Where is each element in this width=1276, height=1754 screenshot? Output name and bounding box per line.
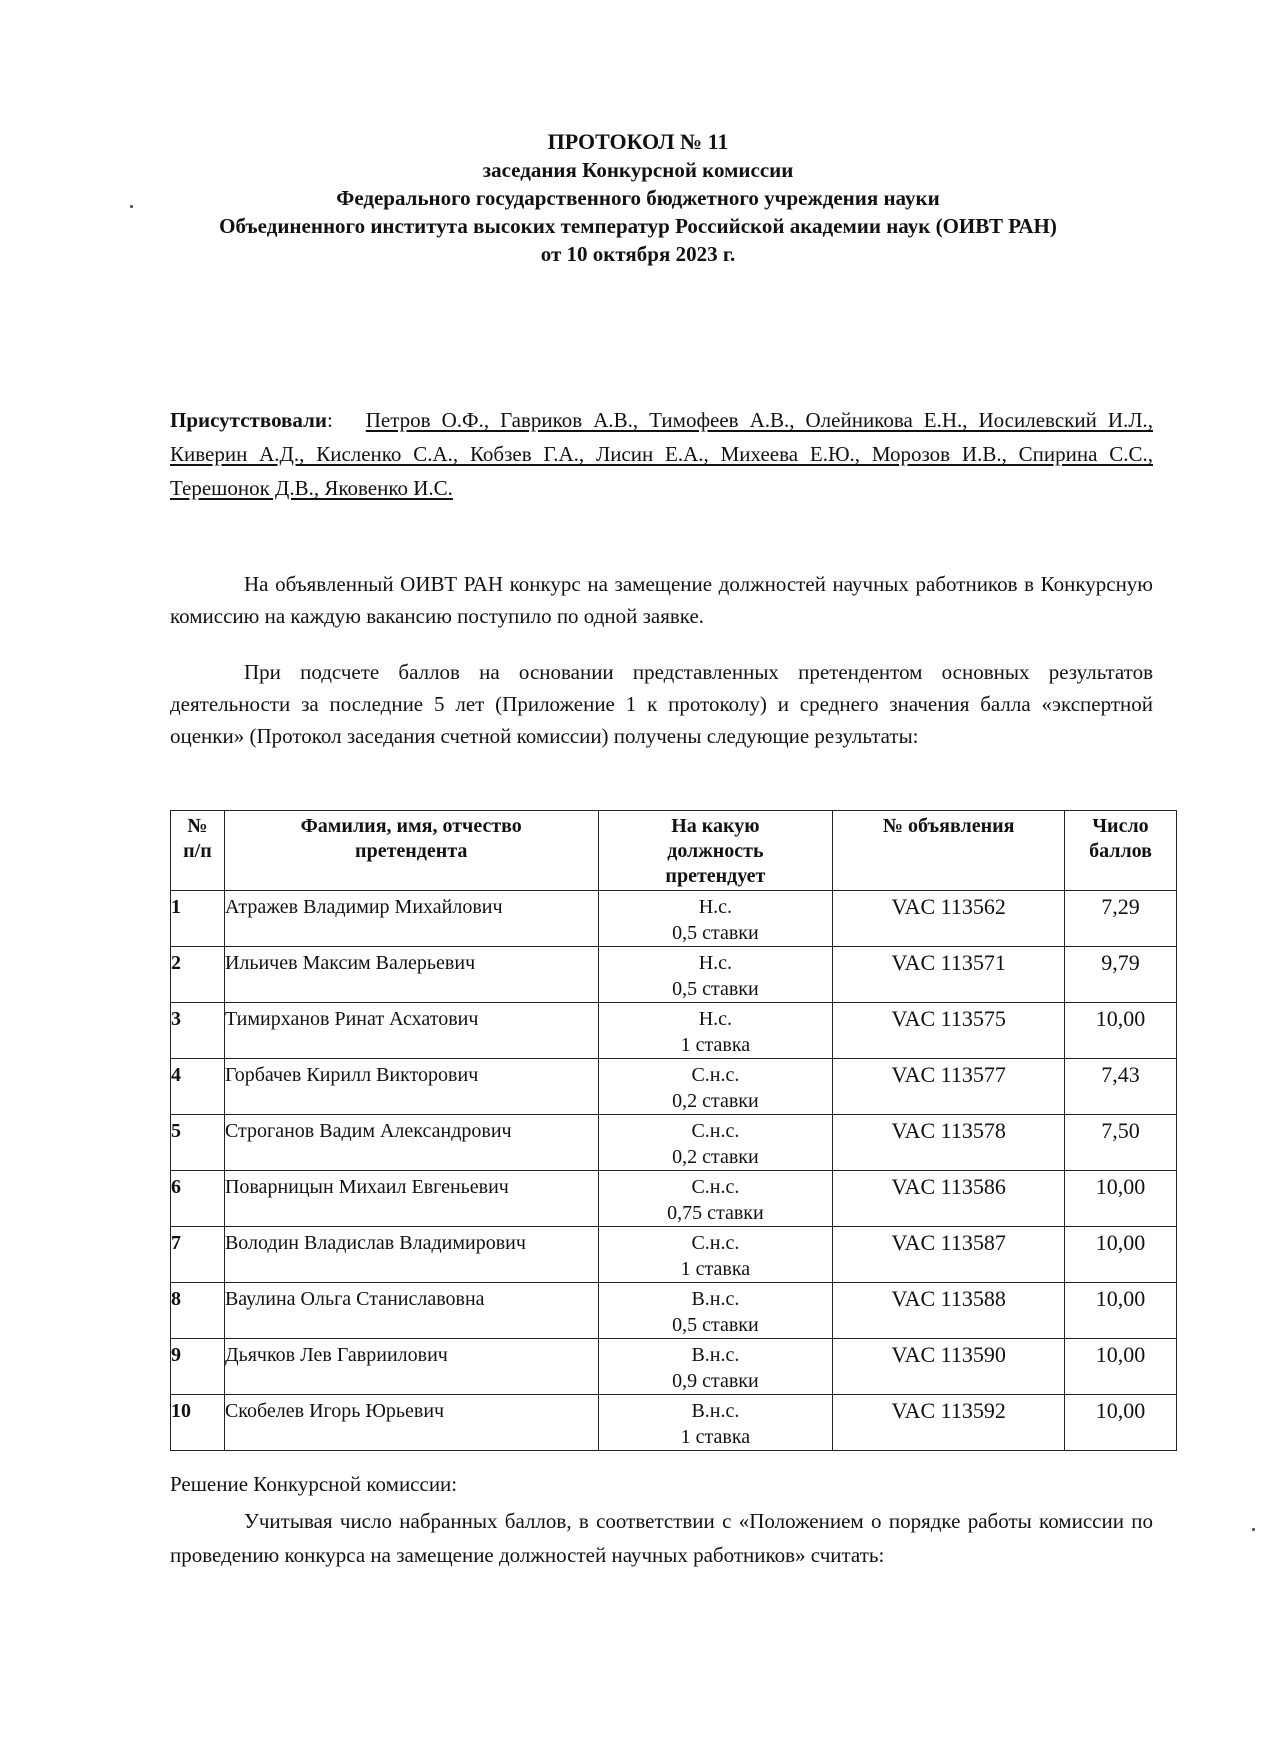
row-position-title: В.н.с. [691,1344,740,1366]
row-position-title: В.н.с. [691,1288,740,1310]
row-score: 10,00 [1065,1395,1177,1451]
row-vacancy: VAC 113586 [833,1171,1065,1227]
table-row [171,947,1177,1003]
row-num: 9 [171,1339,225,1395]
row-score: 7,29 [1065,891,1177,947]
protocol-title: ПРОТОКОЛ № 11 [547,129,729,154]
row-name: Ваулина Ольга Станиславовна [224,1283,598,1339]
row-num: 4 [171,1059,225,1115]
row-vacancy: VAC 113562 [833,891,1065,947]
row-num: 7 [171,1227,225,1283]
row-position-rate: 1 ставка [680,1034,751,1056]
row-num: 3 [171,1003,225,1059]
row-score: 9,79 [1065,947,1177,1003]
row-score: 10,00 [1065,1283,1177,1339]
row-position [598,1003,833,1059]
row-vacancy: VAC 113575 [833,1003,1065,1059]
row-position-title: Н.с. [698,896,733,918]
row-position [598,947,833,1003]
row-vacancy: VAC 113592 [833,1395,1065,1451]
header-date: от 10 октября 2023 г. [540,242,736,266]
row-name: Скобелев Игорь Юрьевич [224,1395,598,1451]
row-position-rate: 0,5 ставки [672,978,759,1000]
row-num: 6 [171,1171,225,1227]
row-position-rate: 0,9 ставки [672,1370,759,1392]
row-num: 1 [171,891,225,947]
row-score: 10,00 [1065,1003,1177,1059]
header-line-meeting: заседания Конкурсной комиссии [482,158,794,182]
row-position-title: С.н.с. [691,1232,740,1254]
header-vacancy: № объявления [833,811,1065,891]
attendees-names: Петров О.Ф., Гавриков А.В., Тимофеев А.В., Олейникова Е.Н., Иосилевский И.Л., Киверин А.Д., Кисленко С.А., Кобзев Г.А., Лисин Е.А., Михеева Е.Ю., Морозов И.В., Спирина С.С., Терешонок Д.В., Яковенко И.С. [170,408,1153,500]
row-position [598,1059,833,1115]
row-score: 10,00 [1065,1171,1177,1227]
row-vacancy: VAC 113590 [833,1339,1065,1395]
row-position-title: Н.с. [698,1008,733,1030]
row-position-title: С.н.с. [691,1064,740,1086]
table-row [171,891,1177,947]
header-num: № п/п [171,811,225,891]
row-name: Поварницын Михаил Евгеньевич [224,1171,598,1227]
results-table [170,810,1177,1451]
header-position: На какую должность претендует [598,811,833,891]
scan-speck [130,205,133,208]
row-position-rate: 1 ставка [680,1426,751,1448]
row-score: 7,43 [1065,1059,1177,1115]
row-position [598,1227,833,1283]
table-row [171,1171,1177,1227]
row-name: Дьячков Лев Гавриилович [224,1339,598,1395]
row-num: 10 [171,1395,225,1451]
table-row [171,1395,1177,1451]
row-name: Ильичев Максим Валерьевич [224,947,598,1003]
row-score: 7,50 [1065,1115,1177,1171]
row-name: Тимирханов Ринат Асхатович [224,1003,598,1059]
table-body [171,891,1177,1451]
row-name: Горбачев Кирилл Викторович [224,1059,598,1115]
table-row [171,1059,1177,1115]
decision-text: Учитывая число набранных баллов, в соответствии с «Положением о порядке работы комиссии по проведению конкурса на замещение должностей научных работников» считать: [170,1509,1153,1567]
row-position [598,1395,833,1451]
row-position-rate: 0,75 ставки [667,1202,764,1224]
header-name: Фамилия, имя, отчество претендента [224,811,598,891]
header-score: Число баллов [1065,811,1177,891]
row-vacancy: VAC 113577 [833,1059,1065,1115]
table-row [171,1283,1177,1339]
row-score: 10,00 [1065,1227,1177,1283]
row-position [598,1171,833,1227]
table-header-row [171,811,1177,891]
row-position [598,1339,833,1395]
scan-speck [1252,1528,1255,1531]
row-vacancy: VAC 113571 [833,947,1065,1003]
row-position-title: С.н.с. [691,1120,740,1142]
row-name: Строганов Вадим Александрович [224,1115,598,1171]
header-line-institute-name: Объединенного института высоких температур Российской академии наук (ОИВТ РАН) [219,214,1057,238]
paragraph-applications: На объявленный ОИВТ РАН конкурс на замещение должностей научных работников в Конкурсную комиссию на каждую вакансию поступило по одной заявке. [170,572,1153,628]
row-position [598,891,833,947]
row-name: Атражев Владимир Михайлович [224,891,598,947]
row-position-rate: 1 ставка [680,1258,751,1280]
row-position-title: С.н.с. [691,1176,740,1198]
row-score: 10,00 [1065,1339,1177,1395]
row-vacancy: VAC 113587 [833,1227,1065,1283]
row-position-title: Н.с. [698,952,733,974]
row-vacancy: VAC 113588 [833,1283,1065,1339]
row-position-title: В.н.с. [691,1400,740,1422]
paragraph-scoring: При подсчете баллов на основании представленных претендентом основных результатов деятельности за последние 5 лет (Приложение 1 к протоколу) и среднего значения балла «экспертной оценки» (Протокол заседания счетной комиссии) получены следующие результаты: [170,660,1153,748]
row-position-rate: 0,2 ставки [672,1090,759,1112]
decision-title: Решение Конкурсной комиссии: [170,1472,458,1496]
row-num: 8 [171,1283,225,1339]
table-row [171,1227,1177,1283]
row-name: Володин Владислав Владимирович [224,1227,598,1283]
table-row [171,1115,1177,1171]
row-position-rate: 0,2 ставки [672,1146,759,1168]
row-num: 2 [171,947,225,1003]
row-num: 5 [171,1115,225,1171]
row-position-rate: 0,5 ставки [672,1314,759,1336]
row-vacancy: VAC 113578 [833,1115,1065,1171]
table-row [171,1339,1177,1395]
attendees-block: Присутствовали: Петров О.Ф., Гавриков А.В., Тимофеев А.В., Олейникова Е.Н., Иосилевский И.Л., Киверин А.Д., Кисленко С.А., Кобзев Г.А., Лисин Е.А., Михеева Е.Ю., Морозов И.В., Спирина С.С., Терешонок Д.В., Яковенко И.С. [170,408,1153,500]
header-line-institution: Федерального государственного бюджетного учреждения науки [336,186,940,210]
row-position-rate: 0,5 ставки [672,922,759,944]
row-position [598,1115,833,1171]
row-position [598,1283,833,1339]
document-header [0,128,1276,268]
table-row [171,1003,1177,1059]
attendees-label: Присутствовали [170,408,327,432]
